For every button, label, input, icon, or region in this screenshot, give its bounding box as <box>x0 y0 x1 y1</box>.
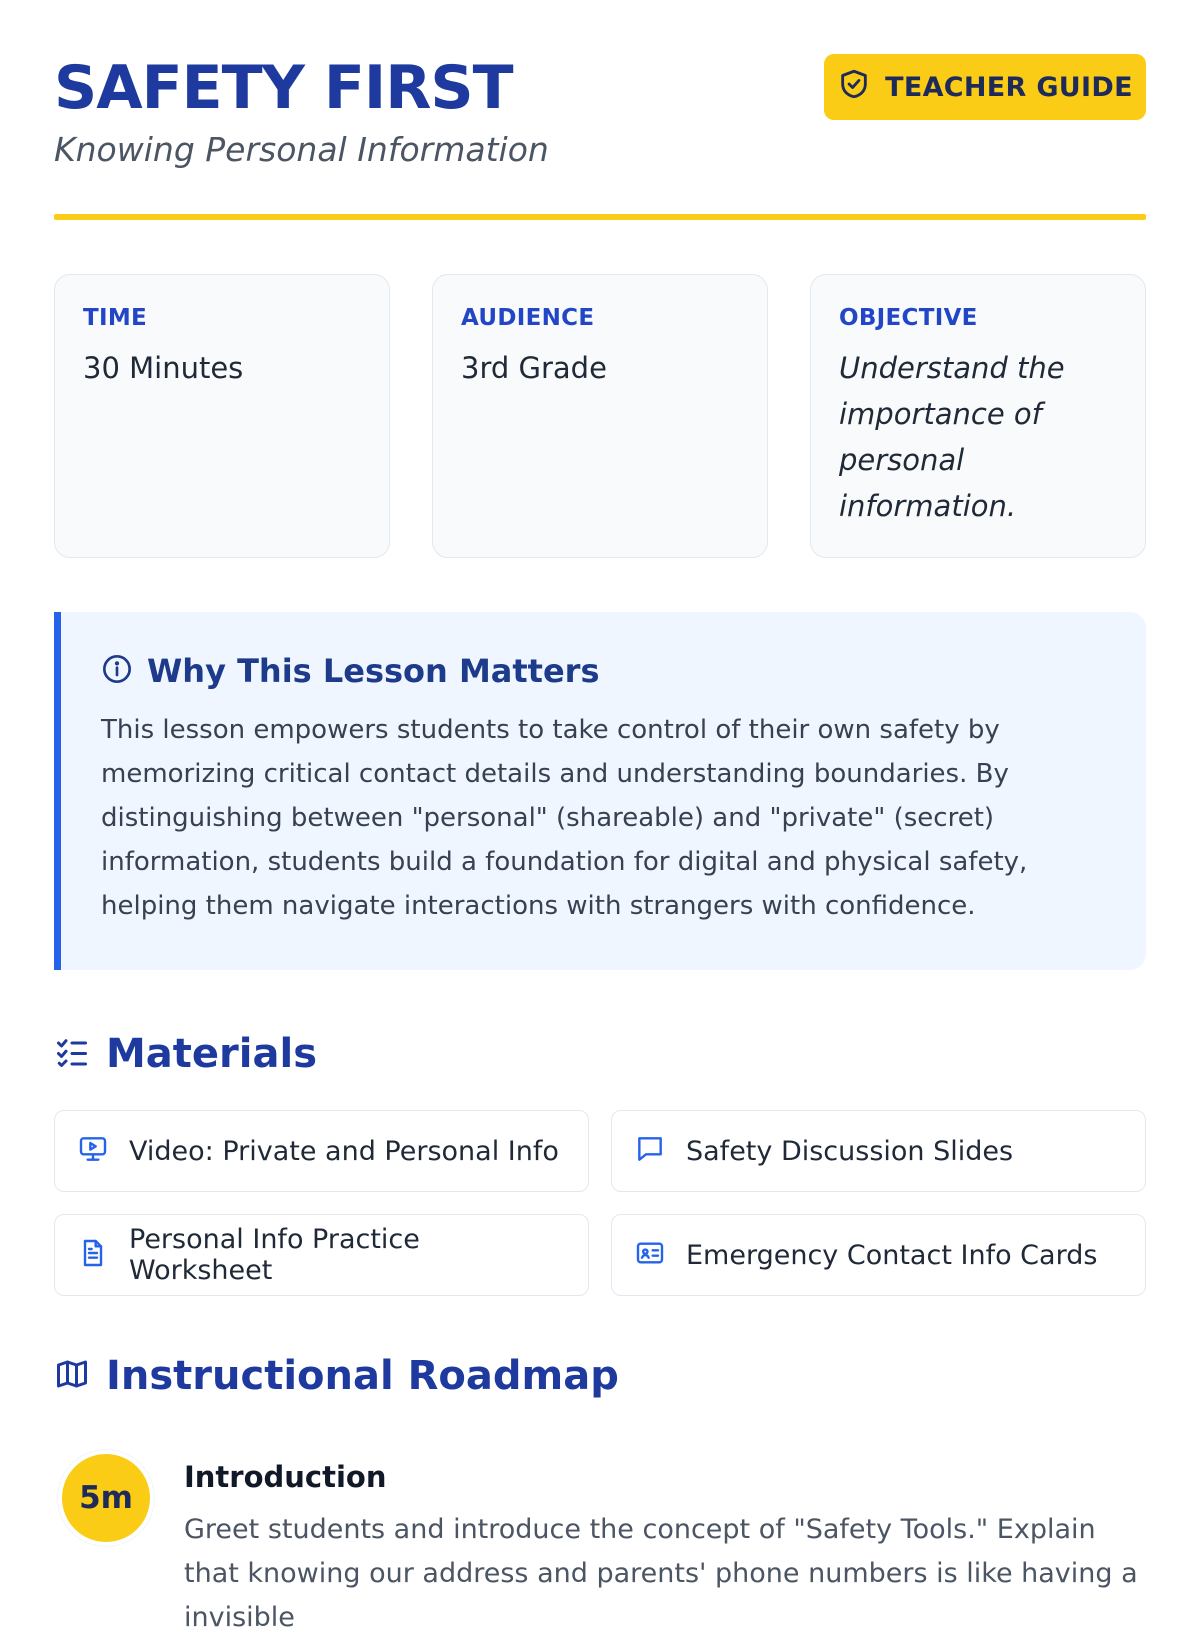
map-icon <box>54 1356 90 1397</box>
materials-heading <box>54 1026 1146 1082</box>
teacher-guide-button[interactable] <box>824 54 1146 120</box>
material-item[interactable] <box>611 1110 1146 1192</box>
id-card-icon <box>634 1237 666 1274</box>
material-item[interactable] <box>611 1214 1146 1296</box>
header <box>54 0 1146 220</box>
step-duration-badge: 5m <box>58 1450 154 1546</box>
card-label: OBJECTIVE <box>839 305 978 331</box>
info-cards <box>54 274 1146 558</box>
material-label: Safety Discussion Slides <box>686 1135 1014 1167</box>
material-label: Emergency Contact Info Cards <box>686 1239 1098 1271</box>
card-value: 30 Minutes <box>83 351 244 385</box>
page-title: SAFETY FIRST <box>54 53 513 123</box>
objective-card <box>810 274 1146 558</box>
time-card <box>54 274 390 558</box>
step-body <box>184 1450 1146 1640</box>
roadmap-heading <box>54 1348 1146 1404</box>
checklist-icon <box>54 1034 90 1075</box>
materials-list <box>54 1110 1146 1296</box>
video-icon <box>77 1133 109 1170</box>
chat-icon <box>634 1133 666 1170</box>
step-text: Greet students and introduce the concept of "Safety Tools." Explain that knowing our address and parents' phone numbers is like having a invisible <box>184 1514 1138 1633</box>
material-label: Personal Info Practice Worksheet <box>129 1224 420 1286</box>
material-label: Video: Private and Personal Info <box>129 1135 559 1167</box>
material-item[interactable] <box>54 1214 589 1296</box>
why-this-matters-box <box>54 612 1146 970</box>
header-divider <box>54 214 1146 220</box>
materials-title: Materials <box>106 1031 317 1077</box>
shield-check-icon <box>837 67 871 108</box>
page-subtitle: Knowing Personal Information <box>54 130 549 169</box>
roadmap-title: Instructional Roadmap <box>106 1353 619 1399</box>
step-title: Introduction <box>184 1460 387 1494</box>
card-label: AUDIENCE <box>461 305 595 331</box>
audience-card <box>432 274 768 558</box>
why-title: Why This Lesson Matters <box>147 652 600 690</box>
why-heading <box>101 652 1100 690</box>
card-value: Understand the importance of personal information. <box>839 351 1065 523</box>
teacher-guide-label: TEACHER GUIDE <box>885 71 1133 103</box>
card-value: 3rd Grade <box>461 351 607 385</box>
why-text: This lesson empowers students to take control of their own safety by memorizing critical contact details and understanding boundaries. By distinguishing between "personal" (shareable) and "private" (secret) information, students build a foundation for digital and physical safety, helping them navigate interactions with strangers with confidence. <box>101 715 1028 921</box>
card-label: TIME <box>83 305 148 331</box>
material-item[interactable] <box>54 1110 589 1192</box>
document-icon <box>77 1237 109 1274</box>
info-icon <box>101 653 133 690</box>
roadmap-step <box>54 1450 1146 1640</box>
